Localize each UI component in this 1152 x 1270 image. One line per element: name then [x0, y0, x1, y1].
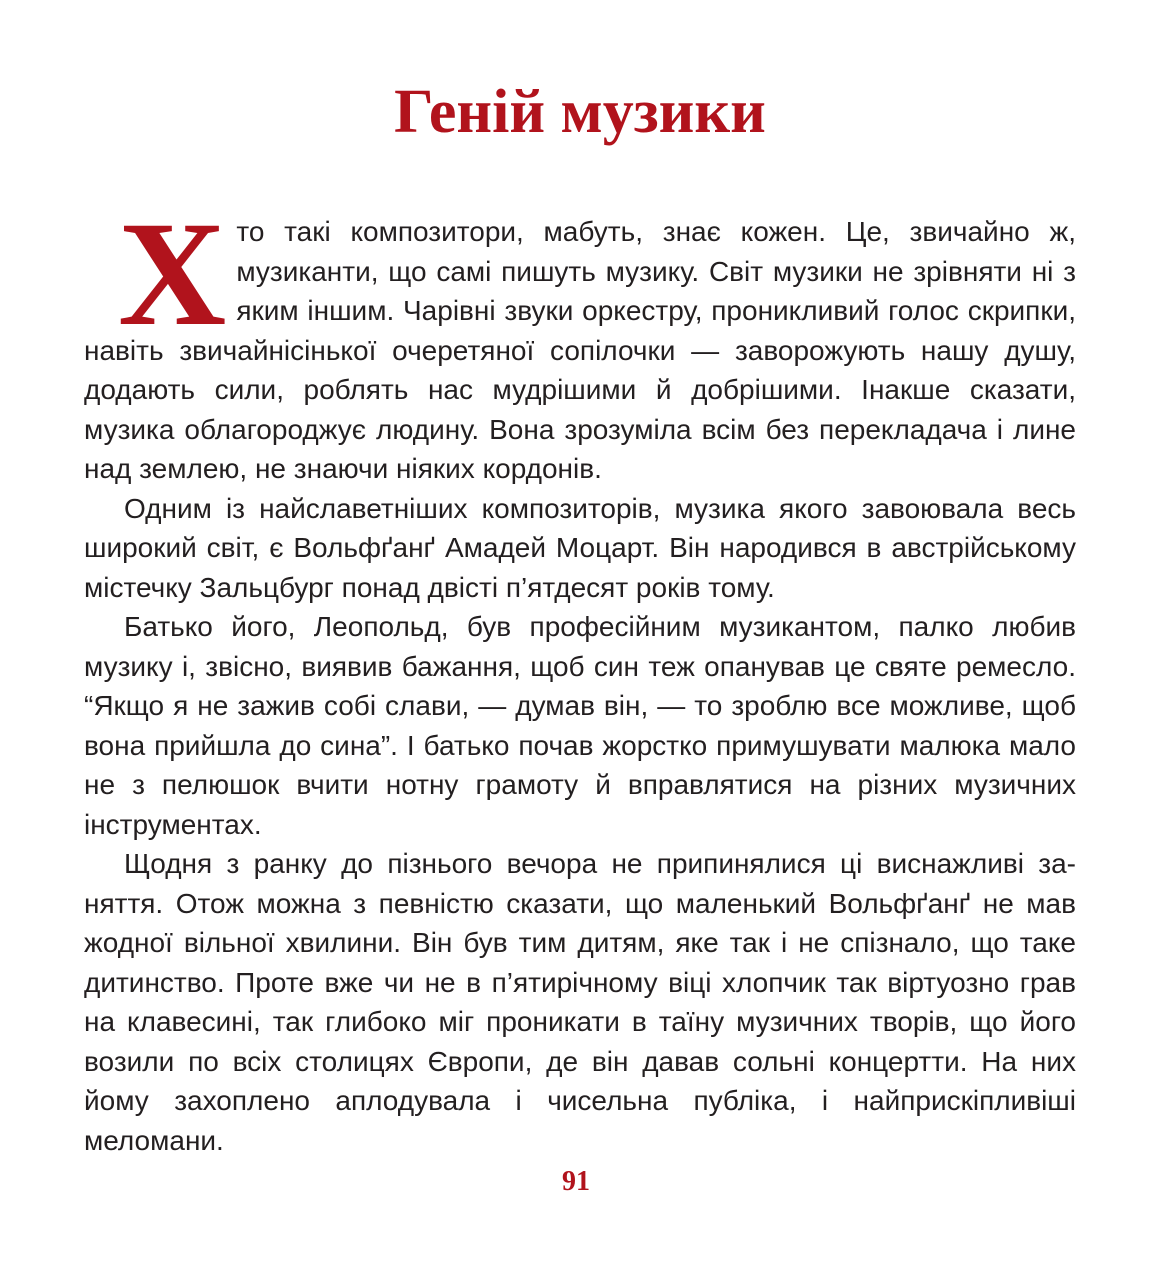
- drop-cap: Х: [118, 191, 227, 357]
- article-body: [84, 191, 1076, 1160]
- page-title: Геній музики: [394, 78, 766, 146]
- paragraph-1: [84, 191, 1076, 489]
- page-number: 91: [562, 1166, 590, 1197]
- paragraph-3: Батько його, Леопольд, був професійним музикантом, палко любив музику і, звісно, виявив бажання, щоб син теж опанував це святе ремесло. “Якщо я не зажив собі слави, — думав він, — то зроблю все можливе, щоб вона прийшла до сина”. І батько почав жорстко примушувати малюка мало не з пелюшок вчити нотну грамоту й вправлятися на різних музичних інструментах.: [84, 611, 1076, 840]
- paragraph-1-text: то такі композитори, мабуть, знає кожен. Це, звичайно ж, музиканти, що самі пишуть музику. Світ музики не зрівняти ні з яким іншим. Чарівні звуки оркестру, проникливий голос скрипки, навіть звичайнісінької очеретяної сопілочки — заворожують нашу душу, додають сили, роблять нас мудрішими й добрішими. Інакше сказати, музика облагороджує людину. Вона зрозуміла всім без перекладача і лине над землею, не знаючи ніяких кордонів.: [84, 216, 1076, 484]
- paragraph-2: Одним із найславетніших композиторів, музика якого завоювала весь широкий світ, є Вольфґанґ Амадей Моцарт. Він народився в австрійському містечку Зальцбург понад двісті п’ятдесят років тому.: [84, 492, 1076, 603]
- paragraph-4: Щодня з ранку до пізнього вечора не припинялися ці виснажливі заняття. Отож можна з певністю сказати, що маленький Вольфґанґ не мав жодної вільної хвилини. Він був тим дитям, яке так і не спізнало, що таке дитинство. Проте вже чи не в п’ятирічному віці хлопчик так віртуозно грав на клавесині, так глибоко міг проникати в таїну музичних творів, що його возили по всіх столицях Європи, де він давав сольні концертти. На них йому захоплено аплодувала і чисельна публіка, і найприскіпливіші меломани.: [84, 848, 1076, 1156]
